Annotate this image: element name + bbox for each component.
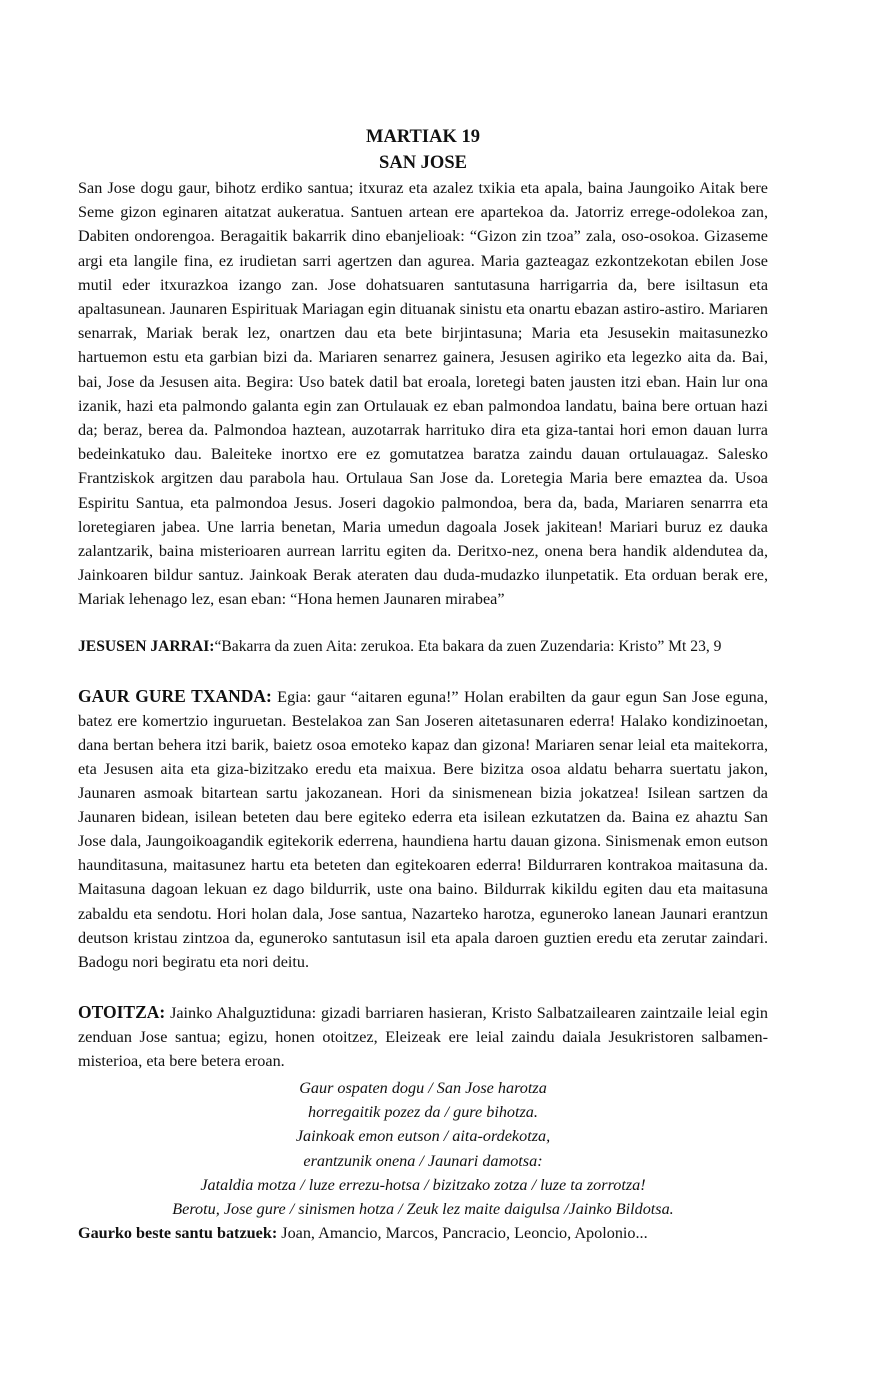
poem-line: horregaitik pozez da / gure bihotza.	[308, 1103, 538, 1122]
saint-heading: SAN JOSE	[379, 153, 467, 173]
otoitza-text: Jainko Ahalguztiduna: gizadi barriaren hasieran, Kristo Salbatzailearen zaintzaile leial egin zenduan Jose santua; egizu, honen otoitzez, Eleizeak ere leial zaindu daiala Jesukristoren salbamen-misterioa, eta bere betera eroan.	[78, 1003, 768, 1070]
poem-line: Jataldia motza / luze errezu-hotsa / bizitzako zotza / luze ta zorrotza!	[200, 1175, 646, 1194]
otoitza-section	[78, 1000, 768, 1073]
other-saints-line	[78, 1221, 768, 1245]
intro-paragraph: San Jose dogu gaur, bihotz erdiko santua; itxuraz eta azalez txikia eta apala, baina Jaungoiko Aitak bere Seme gizon eginaren aitatzat aukeratua. Santuen artean ere apartekoa da. Jatorriz errege-odolekoa zan, Dabiten ondorengoa. Beragaitik bakarrik dino ebanjelioak: “Gizon zin tzoa” zala, oso-osokoa. Gizaseme argi eta langile fina, ez irudietan sarri agertzen dan agurea. Maria gazteagaz ezkontzekotan ebilen Jose mutil eder itxurazkoa izango zan. Jose dohatsuaren santutasuna harrigarria da, bere isiltasun eta apaltasunean. Jaunaren Espirituak Mariagan egin dituanak sinistu eta onartu ebazan astiro-astiro. Mariaren senarrak, Mariak berak lez, onartzen dau eta bete birjintasuna; Maria eta Jesusekin maitasunezko hartuemon estu eta garbian bizi da. Mariaren senarrez gainera, Jesusen agiriko eta legezko aita da. Bai, bai, Jose da Jesusen aita. Begira: Uso batek datil bat eroala, loretegi baten jausten itzi eban. Hain lur ona izanik, hazi eta palmondo galanta egin zan Ortulauak ez eban palmondoa landatu, baina bere ortuan hazi da; beraz, berea da. Palmondoa haztean, auzotarrak harrituko dira eta giza-tantai hori emon dauan lurra bedeinkatuko dau. Baleiteke inortxo ere ez gomutatzea baratza zaindu dauan ortulauagaz. Salesko Frantziskok argitzen dau parabola hau. Ortulaua San Jose da. Loretegia Maria bere emaztea da. Usoa Espiritu Santua, eta palmondoa Jesus. Joseri dagokio palmondoa, bera da, bada, Mariaren senarrra eta loretegiaren jabea. Une larria benetan, Maria umedun dagoala Josek jakitean! Mariari buruz ez dauka zalantzarik, baina misterioaren aurrean larritu egiten da. Deritxo-nez, onena bera handik aldendutea da, Jainkoaren bildur santuz. Jainkoak Berak ateraten dau duda-mudazko ilunpetatik. Eta orduan berak ere, Mariak lehenago lez, esan eban: “Hona hemen Jaunaren mirabea”	[78, 179, 768, 609]
poem-line: Gaur ospaten dogu / San Jose harotza	[299, 1079, 547, 1098]
gaur-gure-txanda-text: Egia: gaur “aitaren eguna!” Holan erabilten da gaur egun San Jose eguna, batez ere komertzio inguruetan. Bestelakoa zan San Joseren aitetasunaren ederra! Halako kondizinoetan, dana bertan behera itzi barik, baietz osoa emoteko kapaz dan gizona! Mariaren senar leial eta maitekorra, eta Jesusen aita eta giza-bizitzako eredu eta maixua. Bere bizitza osoa aldatu beharra suertatu jakon, Jaunaren asmoak bitartean sartu jakozanean. Hori da sinismenean bizia jokatzea! Isilean sartzen da Jaunaren bidean, isilean beteten dau bere egiteko ederra eta isilean ezkutatzen da. Baina ez ahaztu San Jose dala, Jaungoikoagandik egitekorik ederrena, haundiena hartu dauan gizona. Sinismenak emon eutson haunditasuna, maitasunez hartu eta beteten dan egitekoaren ederra! Bildurraren kontrakoa maitasuna da. Maitasuna dagoan lekuan ez dago bildurrik, uste ona baino. Bildurrak kikildu egiten dau eta maitasuna zabaldu eta sendotu. Hori holan dala, Jose santua, Nazarteko harotza, eguneroko lanean Jaunari erantzun deutson kristau zintzoa da, eguneroko santutasun isil eta apala daroen guztien eredu eta zerutar zaindari. Badogu nori begiratu eta nori deitu.	[78, 687, 768, 971]
document-page	[78, 124, 768, 1245]
jesusen-jarrai-section	[78, 636, 768, 658]
poem-line: erantzunik onena / Jaunari damotsa:	[303, 1151, 543, 1170]
otoitza-label: OTOITZA:	[78, 1001, 166, 1022]
jesusen-jarrai-quote: “Bakarra da zuen Aita: zerukoa. Eta bakara da zuen Zuzendaria: Kristo” Mt 23, 9	[214, 637, 722, 655]
gaur-gure-txanda-section	[78, 684, 768, 974]
other-saints-list: Joan, Amancio, Marcos, Pancracio, Leoncio, Apolonio...	[277, 1224, 648, 1243]
poem-line: Berotu, Jose gure / sinismen hotza / Zeuk lez maite daigulsa /Jainko Bildotsa.	[172, 1200, 674, 1219]
other-saints-label: Gaurko beste santu batzuek:	[78, 1224, 278, 1243]
gaur-gure-txanda-label: GAUR GURE TXANDA:	[78, 685, 272, 706]
date-heading: MARTIAK 19	[366, 127, 480, 147]
poem-line: Jainkoak emon eutson / aita-ordekotza,	[295, 1127, 551, 1146]
jesusen-jarrai-label: JESUSEN JARRAI:	[78, 637, 215, 655]
poem	[78, 1076, 768, 1221]
